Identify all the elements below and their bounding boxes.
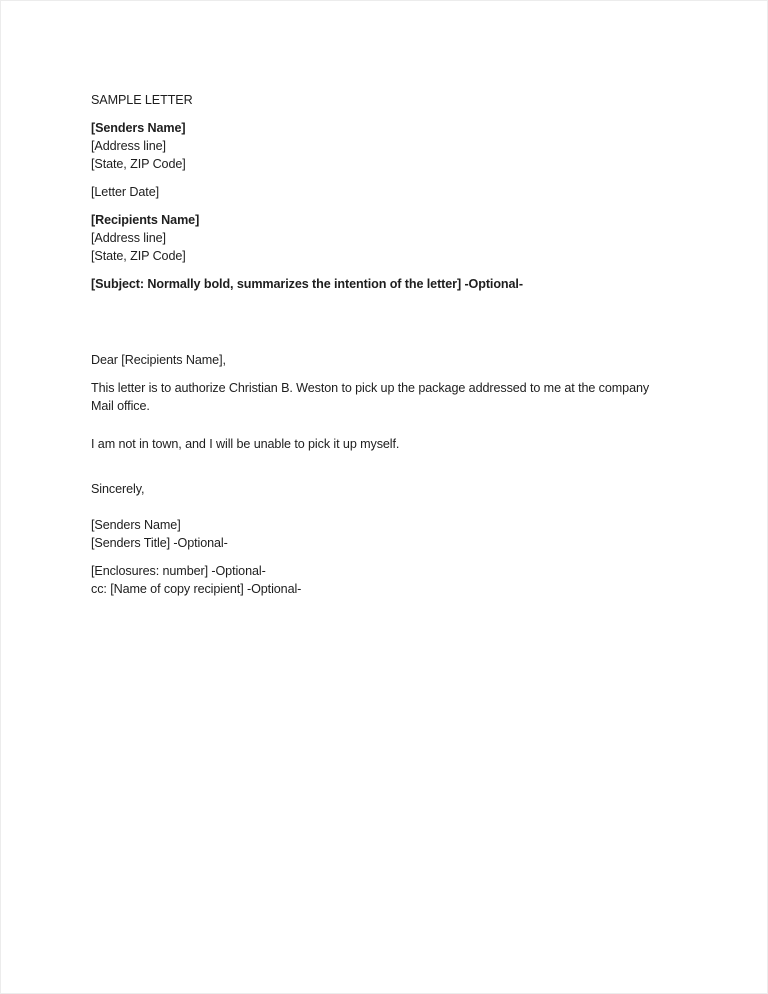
salutation: Dear [Recipients Name], — [91, 353, 226, 367]
signature-title: [Senders Title] -Optional- — [91, 536, 228, 550]
recipient-name: [Recipients Name] — [91, 213, 200, 227]
letter-heading: SAMPLE LETTER — [91, 93, 193, 107]
recipient-state-zip: [State, ZIP Code] — [91, 249, 186, 263]
sender-state-zip: [State, ZIP Code] — [91, 157, 186, 171]
sender-address: [Address line] — [91, 139, 166, 153]
body-paragraph-1-line-1: This letter is to authorize Christian B. Weston to pick up the package addressed to me at the company — [91, 381, 650, 395]
signature-name: [Senders Name] — [91, 518, 181, 532]
cc-line: cc: [Name of copy recipient] -Optional- — [91, 582, 302, 596]
recipient-address: [Address line] — [91, 231, 166, 245]
subject-line: [Subject: Normally bold, summarizes the intention of the letter] -Optional- — [91, 277, 523, 291]
body-paragraph-2: I am not in town, and I will be unable to pick it up myself. — [91, 437, 400, 451]
enclosures-line: [Enclosures: number] -Optional- — [91, 564, 266, 578]
closing: Sincerely, — [91, 482, 145, 496]
body-paragraph-1-line-2: Mail office. — [91, 399, 150, 413]
sender-name: [Senders Name] — [91, 121, 186, 135]
letter-date: [Letter Date] — [91, 185, 160, 199]
